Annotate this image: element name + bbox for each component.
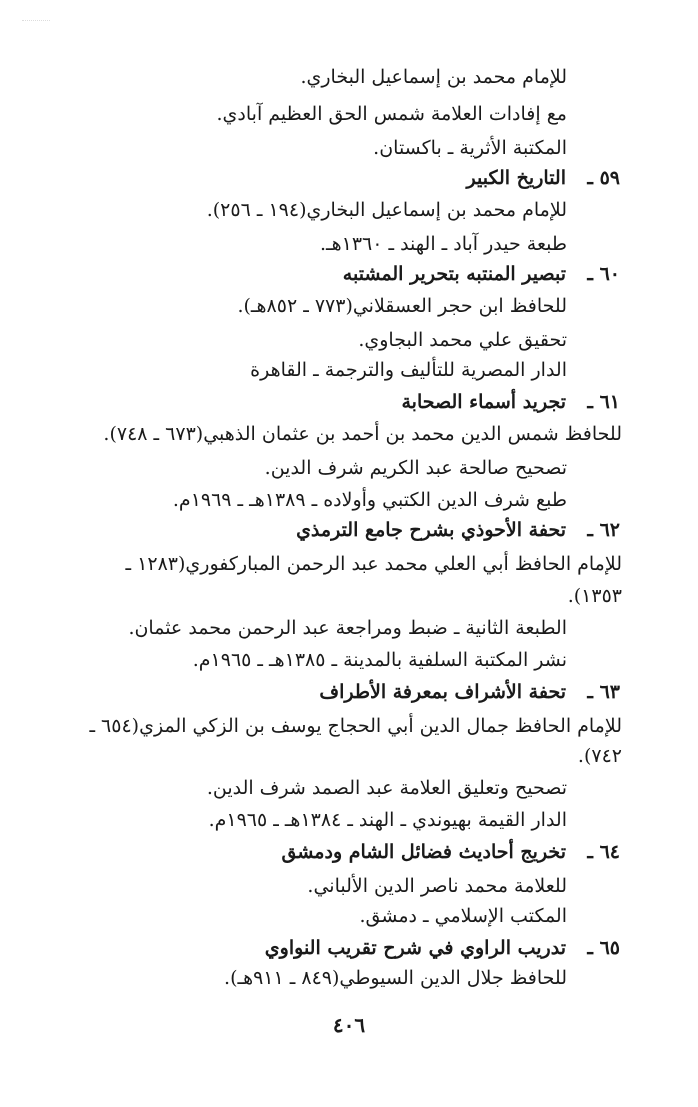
entry-61-editor: تصحيح صالحة عبد الكريم شرف الدين.: [264, 457, 567, 479]
entry-61-number: ٦١ ـ: [587, 391, 620, 413]
entry-59-author: للإمام محمد بن إسماعيل البخاري(١٩٤ ـ ٢٥٦).: [206, 199, 567, 221]
entry-58-author: للإمام محمد بن إسماعيل البخاري.: [300, 66, 567, 88]
entry-63-title: تحفة الأشراف بمعرفة الأطراف: [319, 681, 566, 703]
entry-59-number: ٥٩ ـ: [587, 167, 620, 189]
entry-60-number: ٦٠ ـ: [587, 263, 620, 285]
entry-63-author: للإمام الحافظ جمال الدين أبي الحجاج يوسف بن الزكي المزي(٦٥٤ ـ: [89, 715, 622, 737]
entry-62-title: تحفة الأحوذي بشرح جامع الترمذي: [296, 519, 566, 541]
entry-63-editor: تصحيح وتعليق العلامة عبد الصمد شرف الدين.: [206, 777, 567, 799]
entry-60-author: للحافظ ابن حجر العسقلاني(٧٧٣ ـ ٨٥٢هـ).: [237, 295, 567, 317]
entry-61-title: تجريد أسماء الصحابة: [401, 391, 566, 413]
entry-63-author-dates: ٧٤٢).: [577, 745, 622, 767]
entry-63-publisher: الدار القيمة بهيوندي ـ الهند ـ ١٣٨٤هـ ـ ١٩٦٥م.: [208, 809, 567, 831]
entry-65-author: للحافظ جلال الدين السيوطي(٨٤٩ ـ ٩١١هـ).: [224, 967, 567, 989]
entry-62-edition: الطبعة الثانية ـ ضبط ومراجعة عبد الرحمن محمد عثمان.: [128, 617, 567, 639]
entry-60-publisher: الدار المصرية للتأليف والترجمة ـ القاهرة: [250, 359, 567, 381]
entry-62-publisher: نشر المكتبة السلفية بالمدينة ـ ١٣٨٥هـ ـ ١٩٦٥م.: [192, 649, 567, 671]
entry-58-notes: مع إفادات العلامة شمس الحق العظيم آبادي.: [216, 103, 567, 125]
scan-speck: [22, 20, 50, 29]
entry-65-number: ٦٥ ـ: [587, 937, 620, 959]
entry-59-title: التاريخ الكبير: [466, 167, 566, 189]
entry-64-author: للعلامة محمد ناصر الدين الألباني.: [307, 875, 567, 897]
entry-64-title: تخريج أحاديث فضائل الشام ودمشق: [281, 841, 566, 863]
entry-64-number: ٦٤ ـ: [587, 841, 620, 863]
entry-62-author-dates: ١٣٥٣).: [567, 585, 622, 607]
entry-61-author: للحافظ شمس الدين محمد بن أحمد بن عثمان الذهبي(٦٧٣ ـ ٧٤٨).: [103, 423, 622, 445]
entry-61-publisher: طبع شرف الدين الكتبي وأولاده ـ ١٣٨٩هـ ـ ١٩٦٩م.: [172, 489, 567, 511]
entry-58-publisher: المكتبة الأثرية ـ باكستان.: [373, 137, 567, 159]
entry-60-title: تبصير المنتبه بتحرير المشتبه: [342, 263, 566, 285]
entry-59-edition: طبعة حيدر آباد ـ الهند ـ ١٣٦٠هـ.: [319, 233, 567, 255]
entry-60-editor: تحقيق علي محمد البجاوي.: [358, 329, 567, 351]
entry-62-author: للإمام الحافظ أبي العلي محمد عبد الرحمن المباركفوري(١٢٨٣ ـ: [125, 553, 622, 575]
entry-62-number: ٦٢ ـ: [587, 519, 620, 541]
entry-64-publisher: المكتب الإسلامي ـ دمشق.: [359, 905, 567, 927]
page-number: ٤٠٦: [332, 1013, 366, 1037]
entry-63-number: ٦٣ ـ: [587, 681, 620, 703]
entry-65-title: تدريب الراوي في شرح تقريب النواوي: [264, 937, 566, 959]
